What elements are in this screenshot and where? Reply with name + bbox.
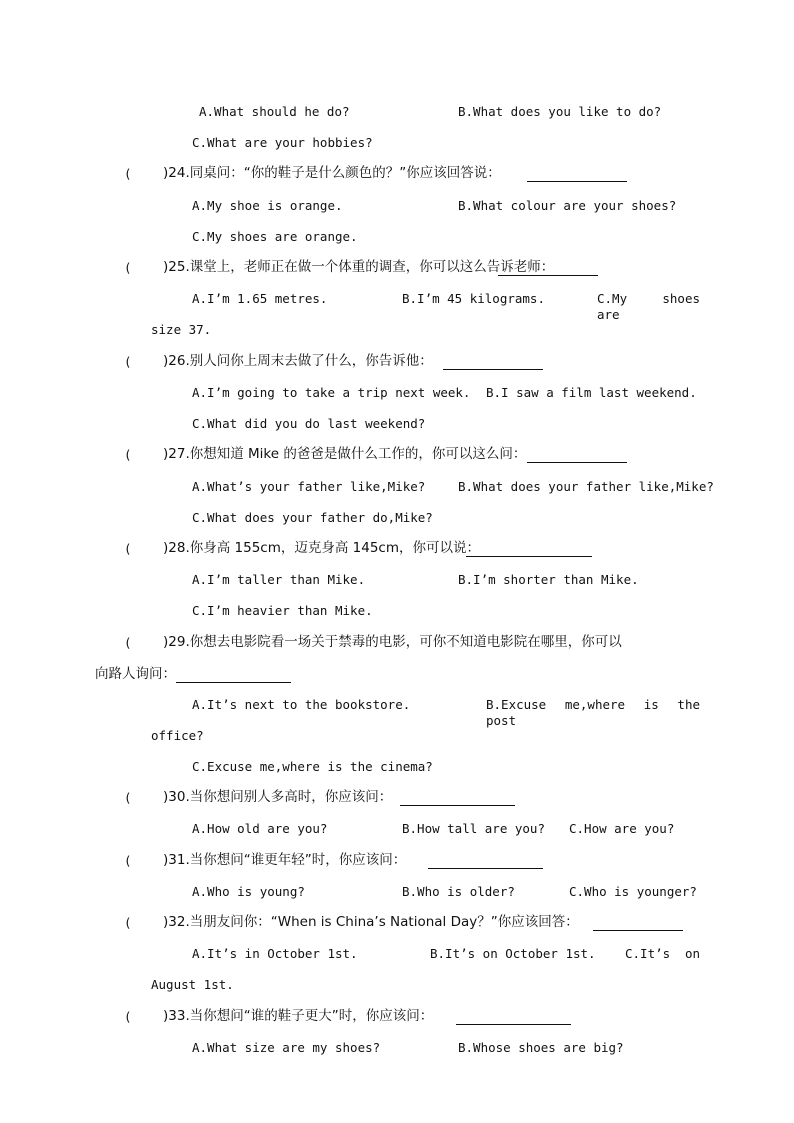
q28-option-c: C.I’m heavier than Mike. — [192, 603, 373, 618]
q24-option-c: C.My shoes are orange. — [192, 229, 358, 244]
q28-option-a: A.I’m taller than Mike. — [192, 572, 366, 587]
q32-answer-blank — [593, 930, 683, 931]
q27-option-c: C.What does your father do,Mike? — [192, 510, 433, 525]
q28-option-b: B.I’m shorter than Mike. — [458, 572, 639, 587]
q25-option-c-continued: size 37. — [151, 322, 212, 337]
q31-stem: )31.当你想问“谁更年轻”时，你应该问： — [163, 852, 407, 868]
q30-option-c: C.How are you? — [569, 821, 675, 836]
q29-option-a: A.It’s next to the bookstore. — [192, 697, 411, 712]
q24-answer-blank — [527, 181, 627, 182]
q32-option-b: B.It’s on October 1st. — [430, 946, 596, 961]
q24-answer-paren: ( — [124, 166, 132, 181]
q32-option-c-continued: August 1st. — [151, 977, 234, 992]
q30-option-b: B.How tall are you? — [402, 821, 545, 836]
q27-answer-blank — [527, 462, 627, 463]
q25-option-c: C.My shoes are — [597, 291, 700, 322]
q29-answer-blank — [176, 682, 291, 683]
q29-answer-paren: ( — [124, 635, 132, 650]
q33-answer-blank — [456, 1024, 571, 1025]
q30-option-a: A.How old are you? — [192, 821, 328, 836]
q29-option-c: C.Excuse me,where is the cinema? — [192, 759, 433, 774]
q33-answer-paren: ( — [124, 1009, 132, 1024]
q27-option-a: A.What’s your father like,Mike? — [192, 479, 426, 494]
q26-option-c: C.What did you do last weekend? — [192, 416, 426, 431]
q26-stem: )26.别人问你上周末去做了什么，你告诉他： — [163, 353, 433, 369]
q26-answer-paren: ( — [124, 354, 132, 369]
q32-stem: )32.当朋友问你：“When is China’s National Day？”你应该回答： — [163, 914, 579, 930]
q25-option-a: A.I’m 1.65 metres. — [192, 291, 328, 306]
q26-option-a: A.I’m going to take a trip next week. — [192, 385, 471, 400]
q23-option-c: C.What are your hobbies? — [192, 135, 373, 150]
q32-answer-paren: ( — [124, 915, 132, 930]
q29-option-b: B.Excuse me,where is the post — [486, 697, 700, 728]
q24-option-b: B.What colour are your shoes? — [458, 198, 677, 213]
q24-stem: )24.同桌问：“你的鞋子是什么颜色的？”你应该回答说： — [163, 165, 501, 181]
q32-option-a: A.It’s in October 1st. — [192, 946, 358, 961]
q25-option-b: B.I’m 45 kilograms. — [402, 291, 545, 306]
q31-option-c: C.Who is younger? — [569, 884, 697, 899]
q30-answer-blank — [400, 805, 515, 806]
q23-option-a: A.What should he do? — [199, 104, 350, 119]
q27-option-b: B.What does your father like,Mike? — [458, 479, 714, 494]
q29-option-b-continued: office? — [151, 728, 204, 743]
q28-answer-blank — [466, 556, 592, 557]
q33-option-b: B.Whose shoes are big? — [458, 1040, 624, 1055]
q30-answer-paren: ( — [124, 790, 132, 805]
q27-stem: )27.你想知道 Mike 的爸爸是做什么工作的，你可以这么问： — [163, 446, 527, 462]
q27-answer-paren: ( — [124, 447, 132, 462]
q31-answer-blank — [428, 868, 543, 869]
q23-option-b: B.What does you like to do? — [458, 104, 662, 119]
q28-stem: )28.你身高 155cm，迈克身高 145cm，你可以说： — [163, 540, 480, 556]
q29-stem: )29.你想去电影院看一场关于禁毒的电影，可你不知道电影院在哪里，你可以 — [163, 634, 622, 650]
q31-answer-paren: ( — [124, 853, 132, 868]
q26-option-b: B.I saw a film last weekend. — [486, 385, 697, 400]
q31-option-b: B.Who is older? — [402, 884, 515, 899]
q30-stem: )30.当你想问别人多高时，你应该问： — [163, 789, 393, 805]
q31-option-a: A.Who is young? — [192, 884, 305, 899]
q28-answer-paren: ( — [124, 541, 132, 556]
q25-answer-blank — [498, 275, 598, 276]
q29-stem-continued: 向路人询问： — [95, 666, 176, 682]
q26-answer-blank — [443, 369, 543, 370]
q33-stem: )33.当你想问“谁的鞋子更大”时，你应该问： — [163, 1008, 434, 1024]
q25-stem: )25.课堂上，老师正在做一个体重的调查，你可以这么告诉老师： — [163, 259, 555, 275]
q32-option-c: C.It’s on — [625, 946, 700, 961]
q33-option-a: A.What size are my shoes? — [192, 1040, 381, 1055]
q24-option-a: A.My shoe is orange. — [192, 198, 343, 213]
q25-answer-paren: ( — [124, 260, 132, 275]
